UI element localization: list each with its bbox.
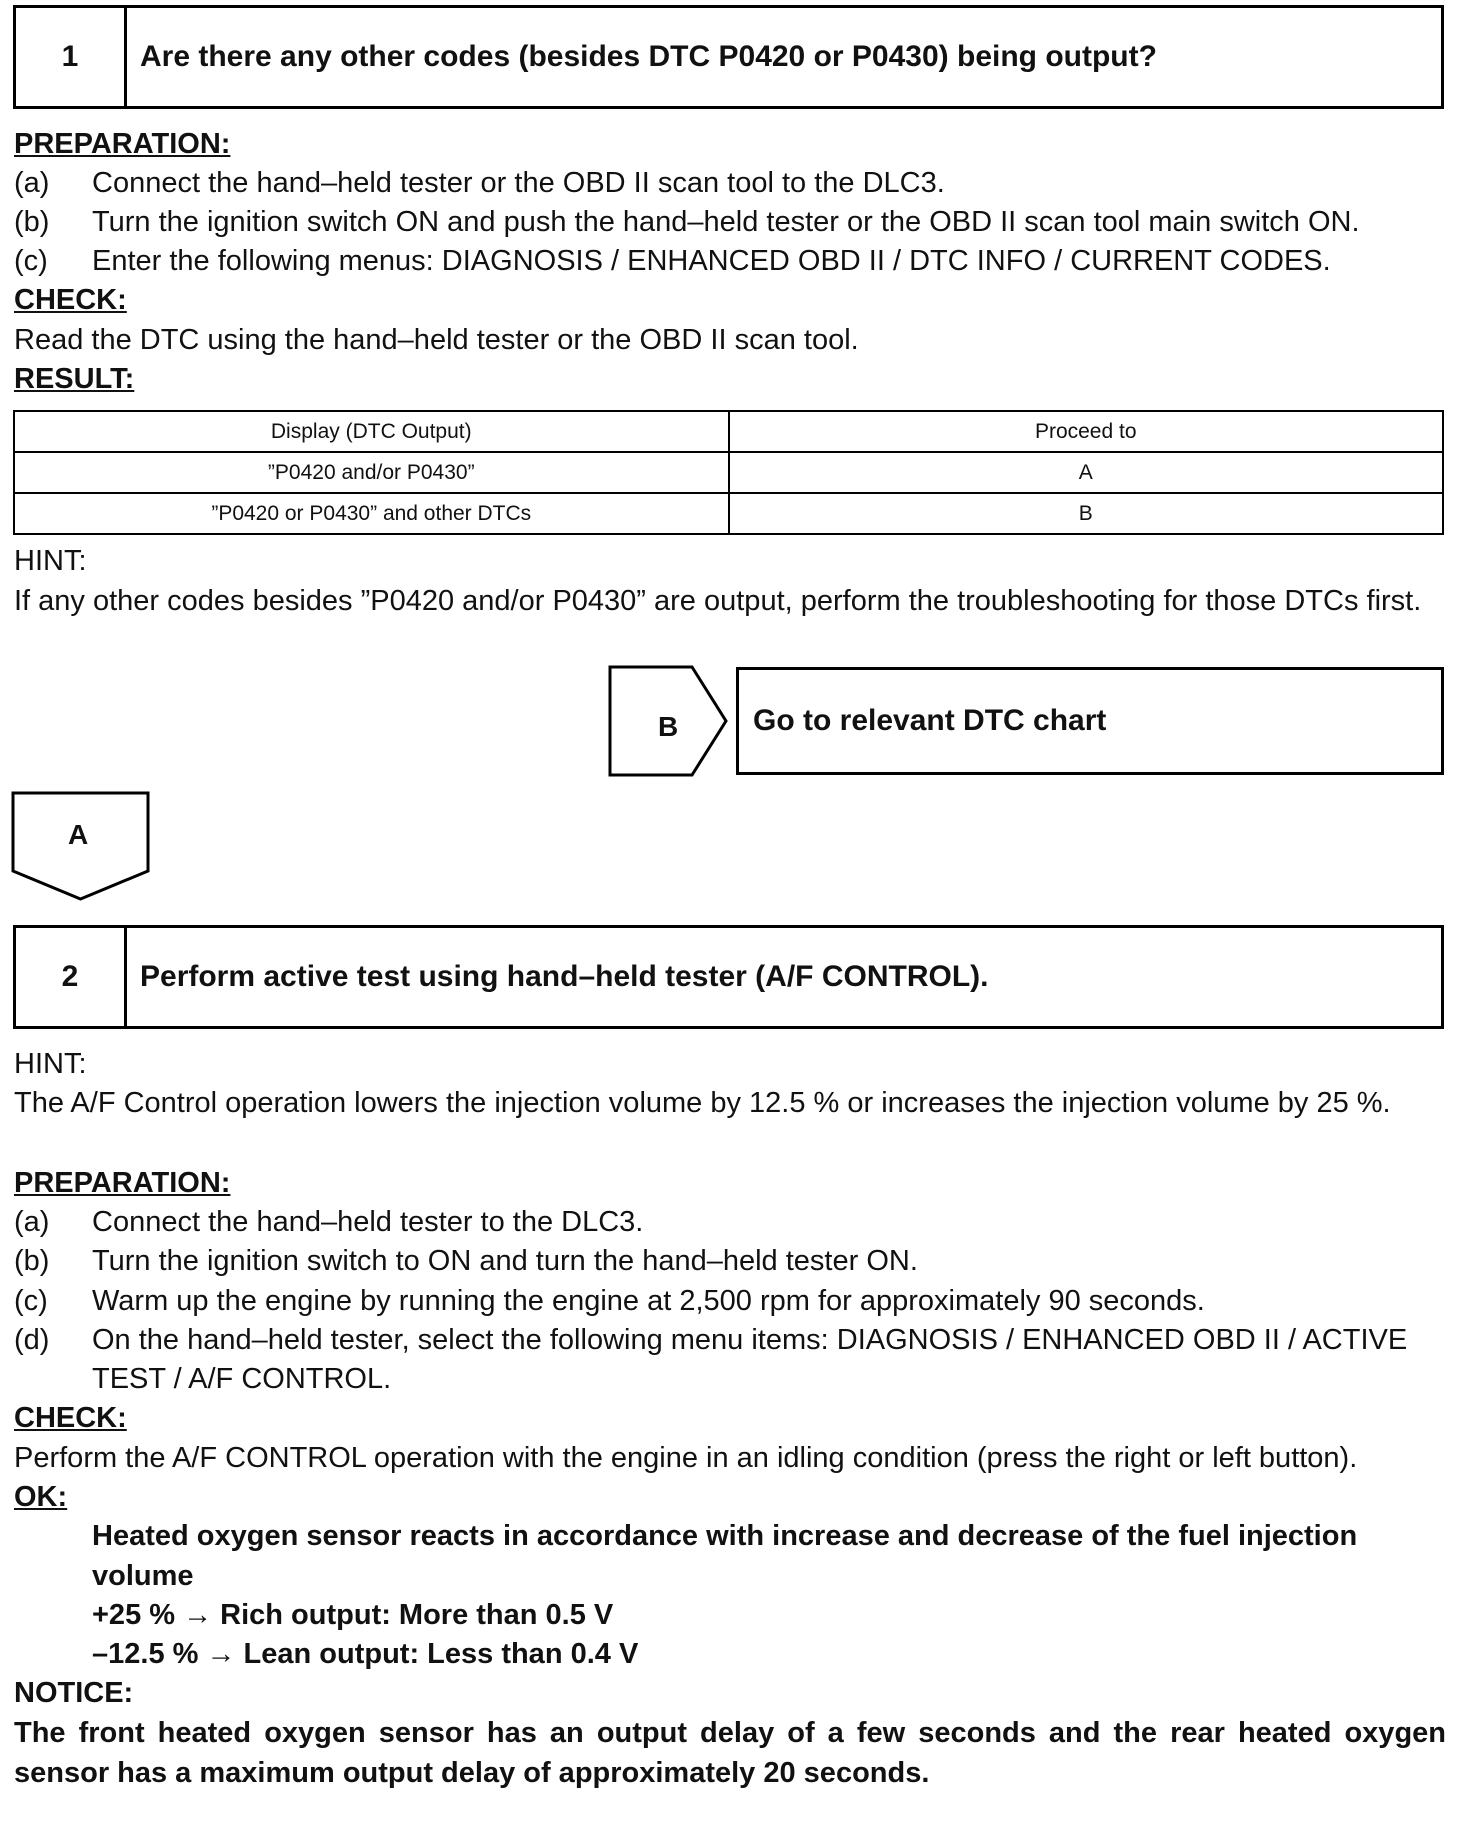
step-1-title: Are there any other codes (besides DTC P0420 or P0430) being output?: [140, 40, 1157, 73]
step-1-hint-text: If any other codes besides ”P0420 and/or P0430” are output, perform the troubleshooting for those DTCs first.: [14, 585, 1422, 617]
branch-b-box: [736, 667, 1444, 775]
step-1-prep-a-label: (a): [14, 167, 50, 199]
step-1-prep-c-label: (c): [14, 245, 48, 277]
step-2-preparation-header: PREPARATION:: [14, 1167, 231, 1199]
branch-a-label: A: [68, 819, 89, 850]
step-1-preparation-header: PREPARATION:: [14, 128, 231, 160]
step-1-result-header: RESULT:: [14, 363, 135, 395]
step-2-notice-text: The front heated oxygen sensor has an output delay of a few seconds and the rear heated oxygen sensor has a maximum output delay of approximately 20 seconds.: [14, 1717, 1446, 1789]
step-2-prep-b-label: (b): [14, 1245, 50, 1277]
step-2-prep-a-text: Connect the hand–held tester to the DLC3.: [92, 1206, 644, 1238]
table-row: [14, 452, 1443, 493]
step-1-box: [13, 5, 1444, 109]
step-2-prep-a-label: (a): [14, 1206, 50, 1238]
step-2-number: 2: [16, 928, 127, 1026]
step-2-prep-b-text: Turn the ignition switch to ON and turn the hand–held tester ON.: [92, 1245, 918, 1277]
table-header-row: [14, 411, 1443, 452]
step-2-check-text: Perform the A/F CONTROL operation with the engine in an idling condition (press the right or left button).: [14, 1442, 1358, 1474]
branch-b-label: B: [658, 711, 679, 742]
step-1-prep-c-text: Enter the following menus: DIAGNOSIS / ENHANCED OBD II / DTC INFO / CURRENT CODES.: [92, 245, 1331, 277]
step-2-hint-text: The A/F Control operation lowers the injection volume by 12.5 % or increases the injection volume by 25 %.: [14, 1087, 1391, 1119]
step-2-prep-c-label: (c): [14, 1285, 48, 1317]
step-2-hint-header: HINT:: [14, 1048, 87, 1080]
step-2-prep-d-label: (d): [14, 1324, 50, 1356]
step-1-prep-b-text: Turn the ignition switch ON and push the hand–held tester or the OBD II scan tool main switch ON.: [92, 206, 1360, 238]
step-1-prep-a-text: Connect the hand–held tester or the OBD II scan tool to the DLC3.: [92, 167, 945, 199]
step-2-prep-c-text: Warm up the engine by running the engine at 2,500 rpm for approximately 90 seconds.: [92, 1285, 1205, 1317]
ok-line-2: volume: [92, 1560, 194, 1592]
step-2-box: [13, 925, 1444, 1029]
table-header-display: Display (DTC Output): [14, 411, 729, 452]
result-table: [13, 410, 1444, 535]
table-header-proceed: Proceed to: [729, 411, 1444, 452]
step-2-notice-header: NOTICE:: [14, 1677, 134, 1709]
step-1-number: 1: [16, 8, 127, 106]
step-2-check-header: CHECK:: [14, 1402, 127, 1434]
table-cell: B: [729, 493, 1444, 534]
ok-line-3: +25 % → Rich output: More than 0.5 V: [92, 1599, 614, 1631]
step-1-hint-header: HINT:: [14, 545, 87, 577]
step-1-prep-b-label: (b): [14, 206, 50, 238]
table-cell: ”P0420 or P0430” and other DTCs: [14, 493, 729, 534]
step-1-check-header: CHECK:: [14, 284, 127, 316]
ok-line-4: –12.5 % → Lean output: Less than 0.4 V: [92, 1638, 639, 1670]
ok-line-1: Heated oxygen sensor reacts in accordance with increase and decrease of the fuel injection: [92, 1520, 1358, 1552]
step-2-title: Perform active test using hand–held tester (A/F CONTROL).: [140, 960, 989, 993]
step-2-prep-d-text-line1: On the hand–held tester, select the following menu items: DIAGNOSIS / ENHANCED OBD II / ACTIVE: [92, 1324, 1408, 1356]
table-row: [14, 493, 1443, 534]
step-2-ok-header: OK:: [14, 1481, 68, 1513]
step-1-check-text: Read the DTC using the hand–held tester or the OBD II scan tool.: [14, 324, 859, 356]
table-cell: ”P0420 and/or P0430”: [14, 452, 729, 493]
branch-b-text: Go to relevant DTC chart: [753, 704, 1107, 737]
step-2-prep-d-text-line2: TEST / A/F CONTROL.: [92, 1363, 392, 1395]
table-cell: A: [729, 452, 1444, 493]
